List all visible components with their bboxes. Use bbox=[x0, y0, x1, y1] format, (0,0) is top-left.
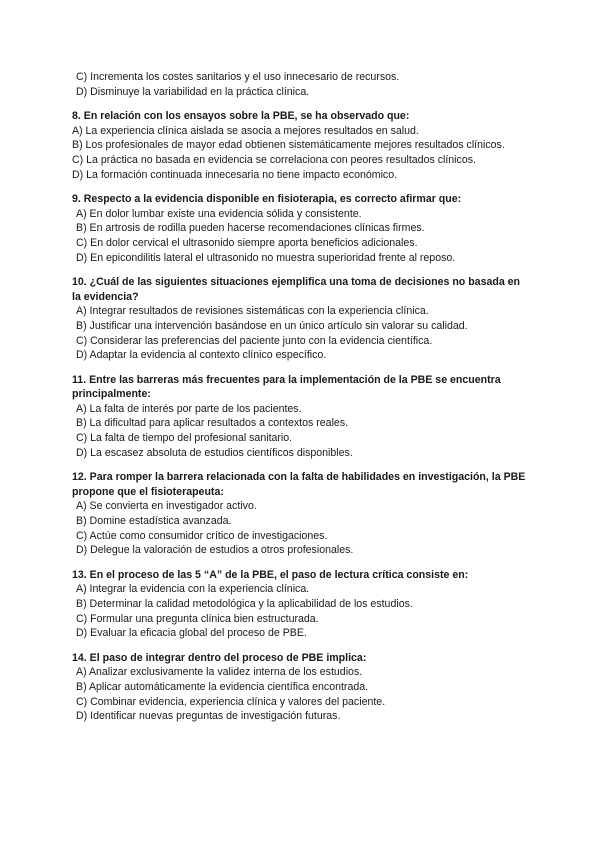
option-d: D) Adaptar la evidencia al contexto clínico específico. bbox=[76, 349, 327, 362]
question-title: 13. En el proceso de las 5 “A” de la PBE, el paso de lectura crítica consiste en: bbox=[72, 568, 469, 581]
option-d: D) La formación continuada innecesaria no tiene impacto económico. bbox=[72, 168, 398, 181]
option-b: B) Justificar una intervención basándose en un único artículo sin valorar su calidad. bbox=[76, 319, 468, 332]
question-13 bbox=[72, 568, 530, 641]
option-a: A) La falta de interés por parte de los pacientes. bbox=[76, 402, 302, 415]
question-title: 12. Para romper la barrera relacionada con la falta de habilidades en investigación, la PBE propone que el fisioterapeuta: bbox=[72, 471, 526, 498]
question-14 bbox=[72, 651, 530, 724]
option-a: A) Analizar exclusivamente la validez interna de los estudios. bbox=[76, 666, 363, 679]
option-d: D) La escasez absoluta de estudios científicos disponibles. bbox=[76, 446, 353, 459]
option-b: B) Aplicar automáticamente la evidencia científica encontrada. bbox=[76, 680, 369, 693]
question-title: 14. El paso de integrar dentro del proceso de PBE implica: bbox=[72, 651, 367, 664]
question-title: 10. ¿Cuál de las siguientes situaciones ejemplifica una toma de decisiones no basada en la evidencia? bbox=[72, 276, 521, 303]
option-d: D) Identificar nuevas preguntas de investigación futuras. bbox=[76, 710, 341, 723]
question-title: 8. En relación con los ensayos sobre la PBE, se ha observado que: bbox=[72, 110, 410, 123]
question-9 bbox=[72, 192, 530, 265]
option-c: C) Actúe como consumidor crítico de investigaciones. bbox=[76, 529, 328, 542]
previous-question-options bbox=[72, 70, 530, 99]
option-b: B) Domine estadística avanzada. bbox=[76, 515, 232, 528]
option-c: C) Formular una pregunta clínica bien estructurada. bbox=[76, 612, 319, 625]
option-c: C) Considerar las preferencias del paciente junto con la evidencia científica. bbox=[76, 334, 433, 347]
question-10 bbox=[72, 275, 530, 363]
option-d: D) Disminuye la variabilidad en la práctica clínica. bbox=[76, 85, 310, 98]
option-c: C) Incrementa los costes sanitarios y el uso innecesario de recursos. bbox=[76, 71, 400, 83]
option-b: B) La dificultad para aplicar resultados a contextos reales. bbox=[76, 417, 349, 430]
question-11 bbox=[72, 373, 530, 461]
option-d: D) En epicondilitis lateral el ultrasonido no muestra superioridad frente al reposo. bbox=[76, 251, 456, 264]
option-d: D) Delegue la valoración de estudios a otros profesionales. bbox=[76, 544, 354, 557]
question-12 bbox=[72, 470, 530, 558]
option-a: A) Integrar resultados de revisiones sistemáticas con la experiencia clínica. bbox=[76, 305, 429, 318]
option-a: A) En dolor lumbar existe una evidencia sólida y consistente. bbox=[76, 207, 362, 220]
option-c: C) La falta de tiempo del profesional sanitario. bbox=[76, 432, 293, 445]
option-b: B) Determinar la calidad metodológica y la aplicabilidad de los estudios. bbox=[76, 598, 413, 610]
option-b: B) Los profesionales de mayor edad obtienen sistemáticamente mejores resultados clínicos. bbox=[72, 139, 505, 152]
option-c: C) En dolor cervical el ultrasonido siempre aporta beneficios adicionales. bbox=[76, 236, 418, 249]
question-title: 9. Respecto a la evidencia disponible en fisioterapia, es correcto afirmar que: bbox=[72, 193, 462, 206]
option-b: B) En artrosis de rodilla pueden hacerse recomendaciones clínicas firmes. bbox=[76, 222, 425, 235]
question-title: 11. Entre las barreras más frecuentes para la implementación de la PBE se encuentra principalmente: bbox=[72, 373, 501, 401]
option-a: A) Se convierta en investigador activo. bbox=[76, 500, 257, 513]
option-a: A) La experiencia clínica aislada se asocia a mejores resultados en salud. bbox=[72, 124, 419, 137]
option-a: A) Integrar la evidencia con la experiencia clínica. bbox=[76, 583, 310, 596]
option-c: C) La práctica no basada en evidencia se correlaciona con peores resultados clínicos. bbox=[72, 153, 476, 166]
question-8 bbox=[72, 109, 530, 182]
option-d: D) Evaluar la eficacia global del proceso de PBE. bbox=[76, 627, 307, 640]
option-c: C) Combinar evidencia, experiencia clínica y valores del paciente. bbox=[76, 695, 386, 708]
